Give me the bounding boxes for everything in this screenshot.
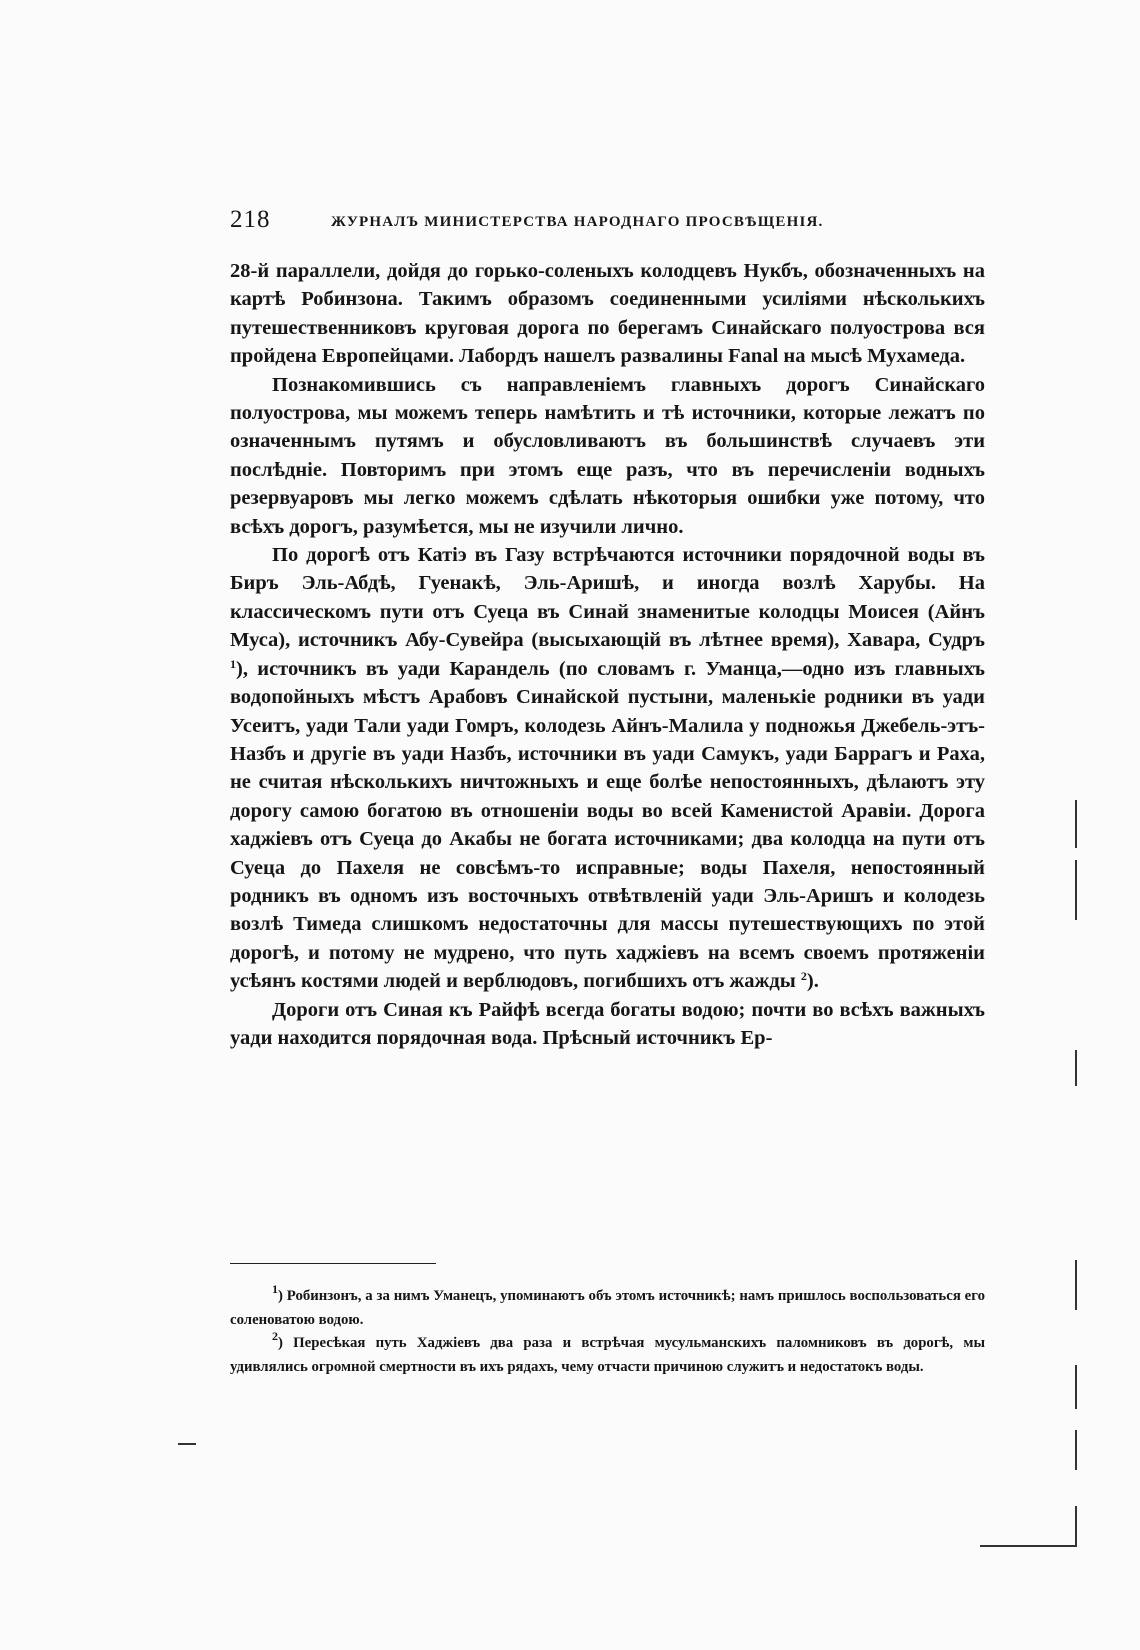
footnote (230, 1329, 985, 1379)
paragraph-text: По дорогѣ отъ Катіэ въ Газу встрѣчаются источники порядочной воды въ Биръ Эль-Абдѣ, Гуенакѣ, Эль-Аришѣ, и иногда возлѣ Харубы. На классическомъ пути отъ Суеца въ Синай знаменитые колодцы Моисея (Айнъ Муса), источникъ Абу-Сувейра (высыхающій въ лѣтнее время), Хавара, Судръ (230, 544, 985, 652)
footnote-text: ) Робинзонъ, а за нимъ Уманецъ, упоминаютъ объ этомъ источникѣ; намъ пришлось воспользоваться его соленоватою водою. (230, 1288, 985, 1328)
footnote-ref-2: 2 (800, 969, 807, 984)
footnote-marker: 1 (272, 1282, 278, 1296)
paragraph-text: ). (806, 970, 819, 993)
page-header (230, 206, 985, 240)
footnotes (230, 1282, 985, 1379)
paragraph: Познакомившись съ направленіемъ главныхъ дорогъ Синайскаго полуострова, мы можемъ теперь намѣтить и тѣ источники, которые лежатъ по означеннымъ путямъ и обусловливаютъ въ большинствѣ случаевъ эти послѣдніе. Повторимъ при этомъ еще разъ, что въ перечисленіи водныхъ резервуаровъ мы легко можемъ сдѣлать нѣкоторыя ошибки уже потому, что всѣхъ дорогъ, разумѣется, мы не изучили лично. (230, 373, 985, 538)
scan-margin-line (1075, 860, 1077, 920)
footnote-marker: 2 (272, 1329, 278, 1344)
scan-margin-line (1075, 800, 1077, 848)
scan-margin-line (1075, 1260, 1077, 1310)
footnote-text: ) Пересѣкая путь Хаджіевъ два раза и встрѣчая мусульманскихъ паломниковъ въ дорогѣ, мы удивлялись огромной смертности въ ихъ рядахъ, чему отчасти причиною служитъ и недостатокъ воды. (230, 1335, 985, 1375)
paragraph-text: ), источникъ въ уади Карандель (по словамъ г. Уманца,—одно изъ главныхъ водопойныхъ мѣстъ Арабовъ Синайской пустыни, маленькіе родники въ уади Усеитъ, уади Тали уади Гомръ, колодезь Айнъ-Малила у подножья Джебель-этъ-Назбъ и другіе въ уади Назбъ, источники въ уади Самукъ, уади Баррагъ и Раха, не считая нѣсколькихъ ничтожныхъ и еще болѣе непостоянныхъ, дѣлаютъ эту дорогу самою богатою въ отношеніи воды во всей Каменистой Аравіи. Дорога хаджіевъ отъ Суеца до Акабы не богата источниками; два колодца на пути отъ Суеца до Пахеля не совсѣмъ-то исправные; воды Пахеля, непостоянный родникъ въ одномъ изъ восточныхъ отвѣтвленій уади Эль-Аришъ и колодезь возлѣ Тимеда слишкомъ недостаточны для массы путешествующихъ по этой дорогѣ, и потому не мудрено, что путь хаджіевъ на всемъ своемъ протяженіи усѣянъ костями людей и верблюдовъ, погибшихъ отъ жажды (230, 657, 985, 993)
footnote-ref-1: 1 (230, 656, 236, 671)
scan-margin-line (1075, 1506, 1077, 1546)
paragraph (230, 541, 985, 996)
scan-margin-line (1075, 1430, 1077, 1470)
scan-margin-dash (178, 1443, 196, 1445)
scan-margin-line (1075, 1365, 1077, 1409)
paragraph: Дороги отъ Синая къ Райфѣ всегда богаты водою; почти во всѣхъ важныхъ уади находится порядочная вода. Прѣсный источникъ Ер- (230, 998, 985, 1049)
running-title: ЖУРНАЛЪ МИНИСТЕРСТВА НАРОДНАГО ПРОСВѢЩЕНІЯ. (331, 214, 824, 230)
page-number: 218 (230, 206, 271, 233)
scan-corner-line (980, 1545, 1077, 1547)
paragraph: 28-й параллели, дойдя до горько-соленыхъ колодцевъ Нукбъ, обозначенныхъ на картѣ Робинзона. Такимъ образомъ соединенными усиліями нѣсколькихъ путешественниковъ круговая дорога по берегамъ Синайскаго полуострова вся пройдена Европейцами. Лабордъ нашелъ развалины Fanal на мысѣ Мухамеда. (230, 260, 985, 368)
footnote-divider (230, 1263, 436, 1264)
footnote (230, 1282, 985, 1332)
body-text (230, 257, 985, 1052)
scan-margin-line (1075, 1050, 1077, 1086)
